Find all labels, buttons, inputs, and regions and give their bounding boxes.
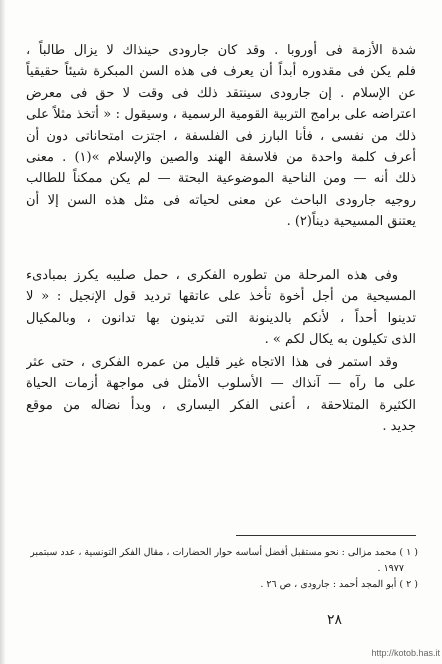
footnote-1: ( ١ ) محمد مزالى : نحو مستقبل أفضل أساسه حوار الحضارات ، مقال الفكر التونسية ، عدد سبتمبر (30, 547, 418, 558)
text-line: على ما رآه — آنذاك — الأسلوب الأمثل فى مواجهة أزمات الحياة (26, 376, 416, 392)
text-line: أعرف كلمة واحدة من فلاسفة الهند والصين والإسلام »(١) . معنى (26, 149, 416, 165)
text-line: وقد استمر فى هذا الاتجاه غير قليل من عمره الفكرى ، حتى عثر (26, 355, 398, 370)
text-line: ذلك أنه — ومن الناحية الموضوعية البحتة — لم يكن ممكناً للطالب (26, 171, 416, 187)
footnotes (30, 545, 418, 593)
page-number: ٢٨ (326, 612, 342, 628)
text-line: يعتنق المسيحية ديناً(٢) . (286, 214, 416, 230)
text-line: شدة الأزمة فى أوروبا . وقد كان جارودى حينذاك لا يزال طالباً ، (26, 43, 416, 58)
text-line: الكثيرة المتلاحقة ، أعنى الفكر اليسارى ، وبدأ نضاله من موقع (26, 397, 416, 413)
text-line: المسيحية من أجل أخوة تأخذ على عاتقها ترديد قول الإنجيل : « لا (26, 289, 416, 305)
text-line: جديد . (382, 419, 416, 435)
paragraph-1 (26, 40, 416, 233)
text-line: روجيه جارودى الباحث عن معنى لحياته فى مثل هذه السن إلا أن (26, 192, 416, 208)
footnote-2: ( ٢ ) أبو المجد أحمد : جارودى ، ص ٢٦ . (260, 579, 418, 590)
text-line: عن الإسلام . إن جارودى سينتقد ذلك فى وقت لا حق فى معرض (26, 85, 416, 101)
paragraph-2 (26, 265, 416, 351)
paragraph-3 (26, 352, 416, 438)
text-line: وفى هذه المرحلة من تطوره الفكرى ، حمل صليبه يكرز بمبادىء (26, 268, 398, 283)
text-line: فلم يكن فى مقدوره أبداً أن يعرف فى هذه السن المبكرة شيئاً حقيقياً (26, 64, 416, 80)
watermark: http://kotob.has.it (371, 648, 440, 658)
footnote-1-continued: ١٩٧٧ . (377, 563, 404, 574)
text-line: الذى تكيلون به يكال لكم » . (264, 332, 416, 348)
page-edge-shadow (0, 0, 6, 664)
text-line: اعتراضه على برامج التربية القومية الرسمية ، وسيقول : « أتخذ مثلاً على (26, 107, 416, 123)
footnote-divider (236, 535, 416, 536)
text-line: ذلك من نفسى ، فأنا البارز فى الفلسفة ، اجتزت امتحاناتى دون أن (26, 128, 416, 144)
text-line: تدينوا أحداً ، لأنكم بالدينونة التى تدينون بها تدانون ، وبالمكيال (26, 310, 416, 326)
